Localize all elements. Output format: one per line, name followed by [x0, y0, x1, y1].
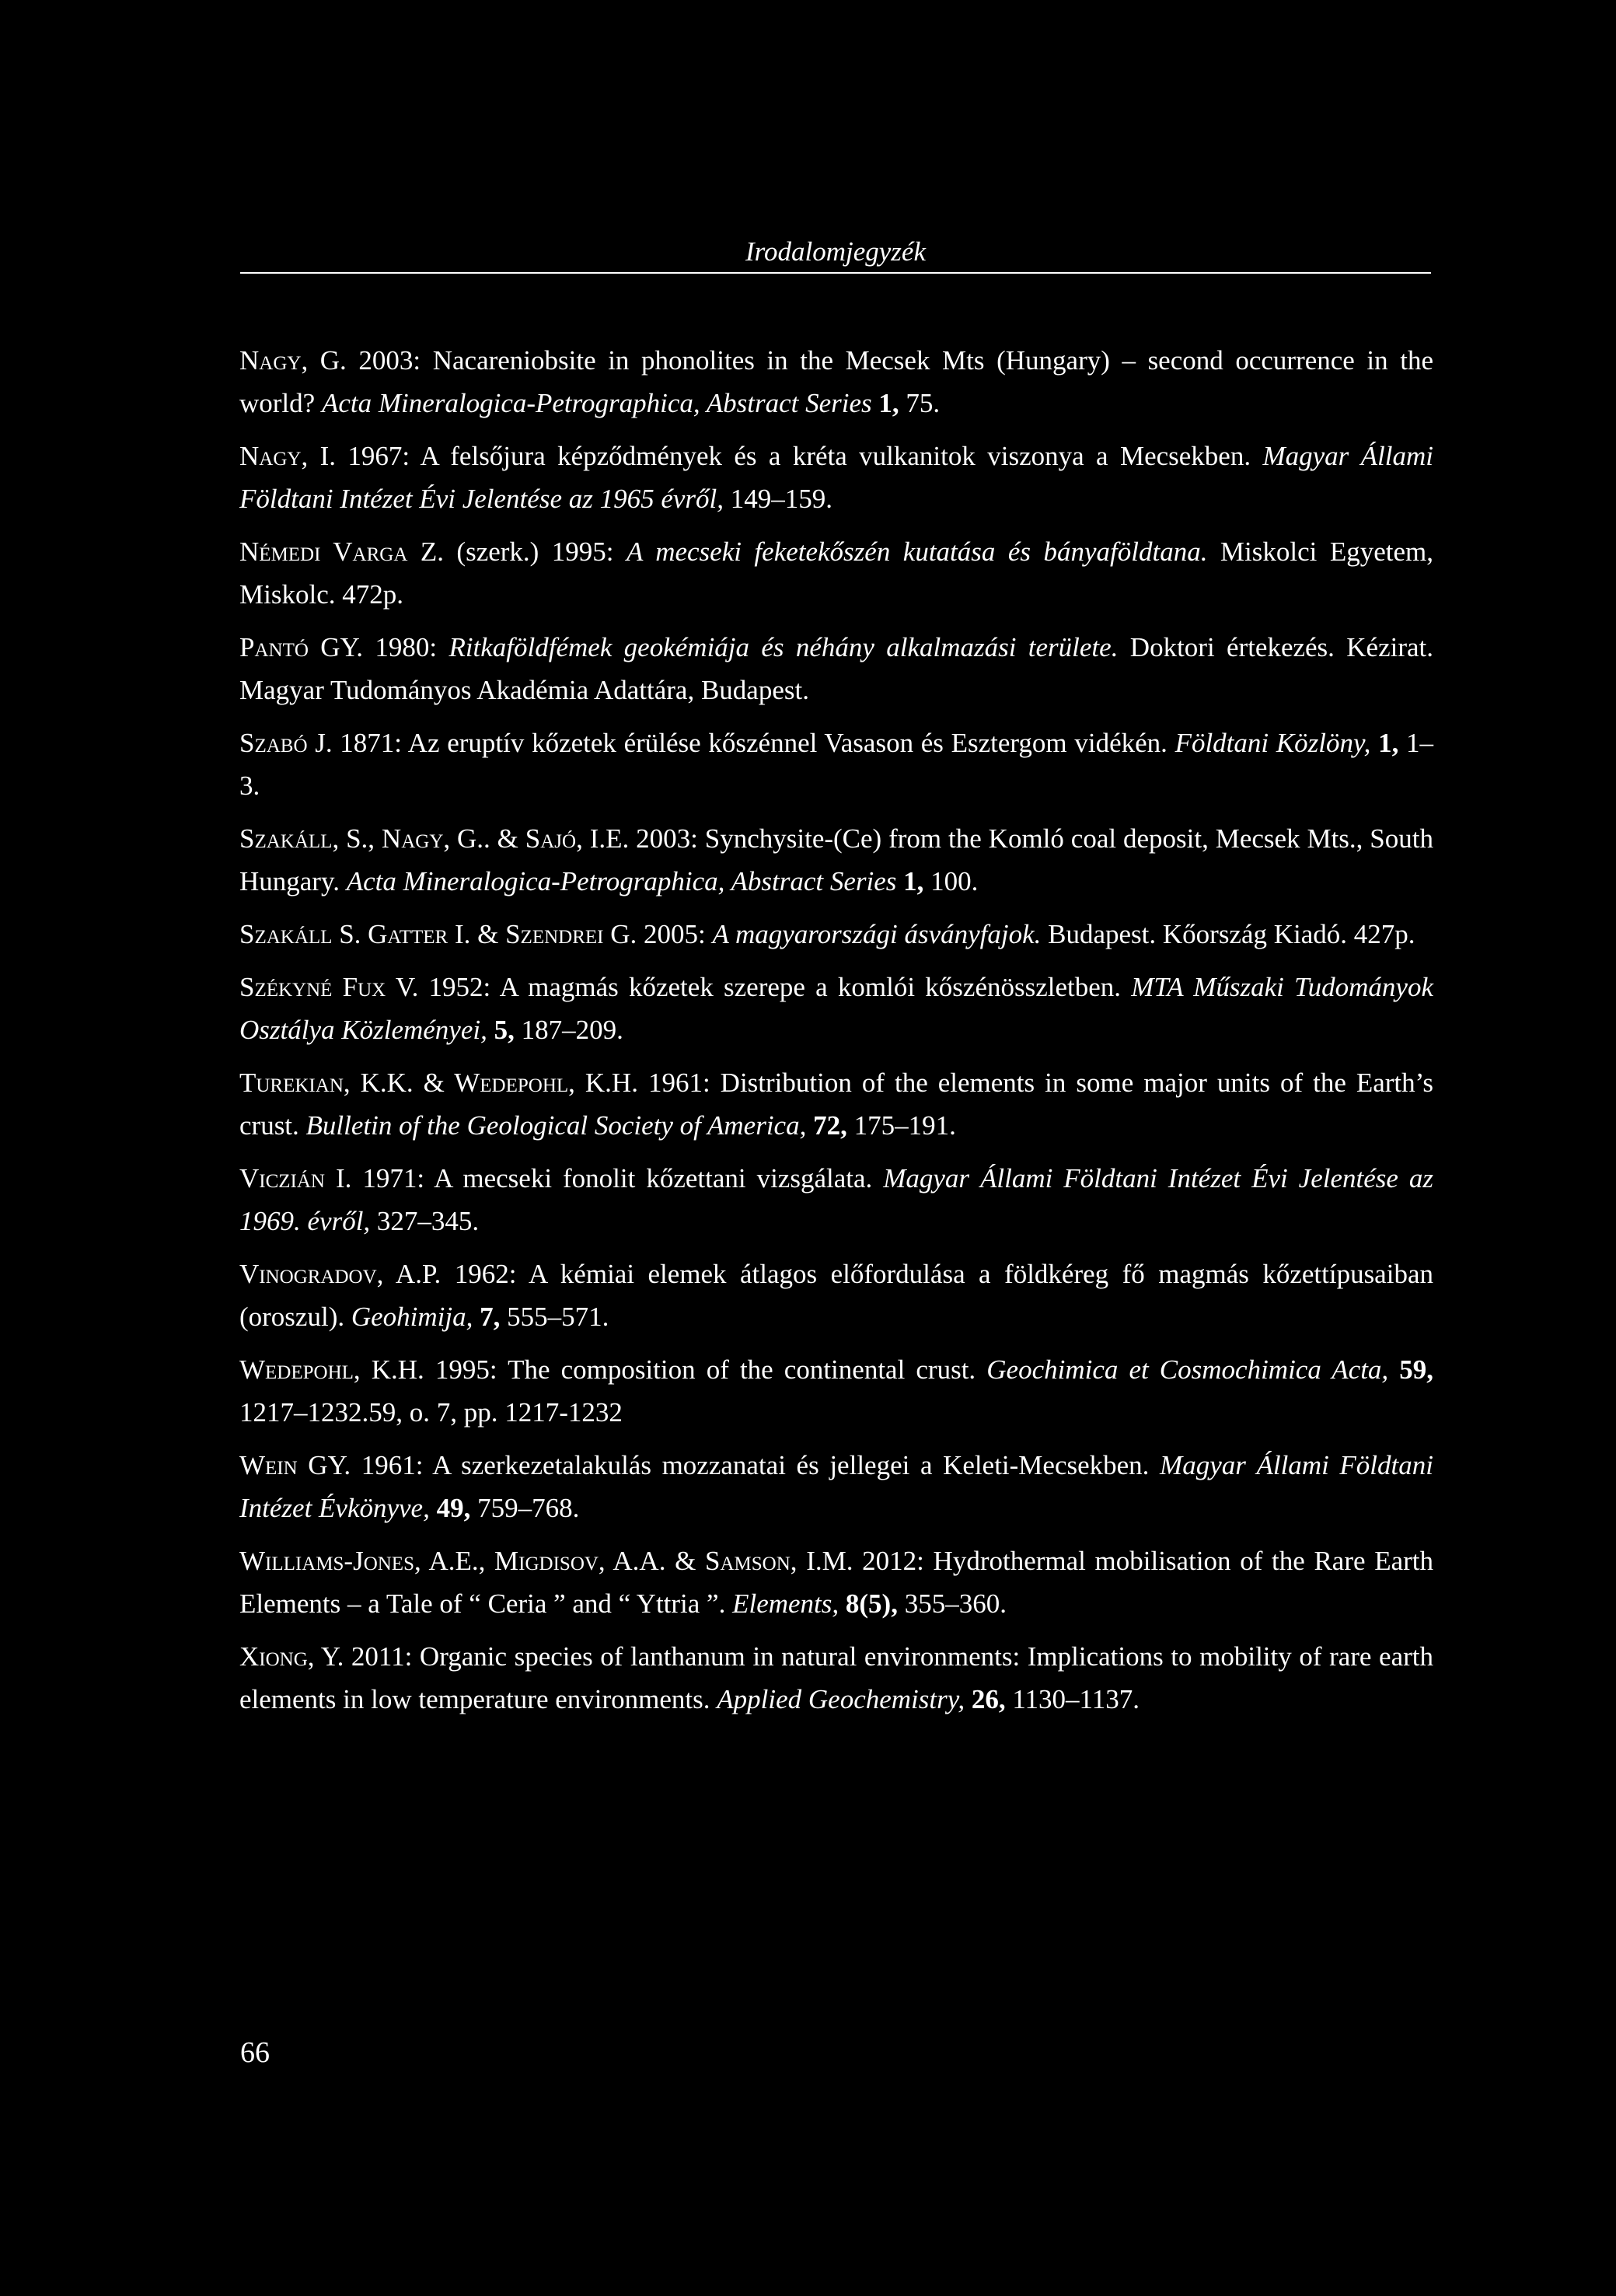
reference-authors: Szakáll, S., Nagy, G.. & Sajó, I.E.	[239, 823, 630, 854]
reference-journal: Magyar Állami Földtani Intézet Évi Jelentése az 1965 évről,	[239, 441, 1434, 514]
reference-volume: 1,	[1370, 728, 1399, 758]
reference-volume: 72,	[806, 1110, 847, 1141]
reference-authors: Nagy, G.	[239, 345, 347, 376]
reference-authors: Pantó GY.	[239, 632, 364, 662]
reference-entry	[239, 1539, 1433, 1625]
reference-authors: Szabó J.	[239, 728, 333, 758]
reference-authors: Wedepohl, K.H.	[239, 1354, 424, 1385]
reference-entry	[239, 1061, 1433, 1147]
reference-journal: Acta Mineralogica-Petrographica, Abstract Series	[321, 388, 872, 418]
reference-pages: 759–768.	[470, 1493, 580, 1523]
reference-entry	[239, 626, 1433, 711]
reference-volume: 49,	[429, 1493, 471, 1523]
reference-journal: Elements,	[732, 1588, 839, 1619]
reference-entry	[239, 722, 1433, 807]
reference-pages: Miskolci Egyetem, Miskolc. 472p.	[239, 536, 1433, 610]
reference-authors: Viczián I.	[239, 1163, 352, 1193]
reference-entry	[239, 913, 1433, 956]
reference-entry	[239, 339, 1433, 425]
reference-pages: 555–571.	[500, 1302, 609, 1332]
reference-journal: Magyar Állami Földtani Intézet Évi Jelentése az 1969. évről,	[239, 1163, 1433, 1236]
reference-pages: 355–360.	[897, 1588, 1007, 1619]
reference-entry	[239, 1444, 1433, 1529]
reference-pages: 187–209.	[514, 1015, 623, 1045]
reference-authors: Turekian, K.K. & Wedepohl, K.H.	[239, 1068, 638, 1098]
reference-authors: Vinogradov, A.P.	[239, 1259, 442, 1289]
running-head-title: Irodalomjegyzék	[745, 236, 926, 267]
reference-text: 2003: Synchysite-(Ce) from the Komló coal deposit, Mecsek Mts., South Hungary.	[239, 823, 1433, 896]
reference-journal: A magyarországi ásványfajok.	[712, 919, 1042, 949]
reference-text: 1961: A szerkezetalakulás mozzanatai és jellegei a Keleti-Mecsekben.	[351, 1450, 1161, 1480]
reference-journal: A mecseki feketekőszén kutatása és bányaföldtana.	[627, 536, 1208, 567]
reference-text: 2012: Hydrothermal mobilisation of the Rare Earth Elements – a Tale of “ Ceria ” and “ Yttria ”.	[239, 1546, 1433, 1619]
reference-journal: Földtani Közlöny,	[1174, 728, 1371, 758]
reference-text: 1971: A mecseki fonolit kőzettani vizsgálata.	[351, 1163, 884, 1193]
reference-volume: 7,	[473, 1302, 501, 1332]
reference-volume: 1,	[896, 866, 924, 896]
page-number: 66	[240, 2036, 270, 2069]
reference-entry	[239, 530, 1433, 616]
reference-authors: Székyné Fux V.	[239, 972, 419, 1002]
reference-pages: 175–191.	[846, 1110, 956, 1141]
reference-journal: Bulletin of the Geological Society of America,	[305, 1110, 807, 1141]
reference-journal: MTA Műszaki Tudományok Osztálya Közleményei,	[239, 972, 1433, 1045]
reference-authors: Wein GY.	[239, 1450, 351, 1480]
reference-pages: 75.	[899, 388, 941, 418]
reference-pages: 100.	[923, 866, 979, 896]
reference-journal: Applied Geochemistry,	[717, 1684, 965, 1714]
reference-entry	[239, 817, 1433, 903]
reference-pages: 1130–1137.	[1005, 1684, 1140, 1714]
reference-journal: Magyar Állami Földtani Intézet Évkönyve,	[239, 1450, 1433, 1523]
reference-text: 1967: A felsőjura képződmények és a kréta vulkanitok viszonya a Mecsekben.	[335, 441, 1263, 471]
reference-authors: Williams-Jones, A.E., Migdisov, A.A. & Samson, I.M.	[239, 1546, 853, 1576]
reference-text: 1962: A kémiai elemek átlagos előfordulása a földkéreg fő magmás kőzettípusaiban (oroszul).	[239, 1259, 1433, 1332]
reference-entry	[239, 1253, 1433, 1338]
reference-text: (szerk.) 1995:	[443, 536, 627, 567]
reference-pages: 1–3.	[239, 728, 1433, 801]
reference-journal: Acta Mineralogica-Petrographica, Abstract Series	[346, 866, 897, 896]
reference-entry	[239, 1635, 1433, 1721]
reference-text: 2005:	[637, 919, 713, 949]
reference-authors: Xiong, Y.	[239, 1641, 344, 1672]
reference-pages: Budapest. Kőország Kiadó. 427p.	[1041, 919, 1415, 949]
reference-pages: 1217–1232.59, o. 7, pp. 1217-1232	[239, 1397, 623, 1428]
reference-list	[239, 339, 1433, 1731]
reference-pages: 327–345.	[370, 1206, 480, 1236]
reference-authors: Némedi Varga Z.	[239, 536, 444, 567]
reference-authors: Szakáll S. Gatter I. & Szendrei G.	[239, 919, 637, 949]
reference-text: 2011: Organic species of lanthanum in natural environments: Implications to mobility of rare earth elements in low temperature environments.	[239, 1641, 1433, 1714]
reference-journal: Ritkaföldfémek geokémiája és néhány alkalmazási területe.	[449, 632, 1119, 662]
reference-entry	[239, 1157, 1433, 1242]
reference-journal: Geochimica et Cosmochimica Acta,	[986, 1354, 1389, 1385]
reference-text: 1995: The composition of the continental crust.	[424, 1354, 987, 1385]
reference-text: 1980:	[363, 632, 449, 662]
reference-volume: 26,	[965, 1684, 1006, 1714]
reference-entry	[239, 435, 1433, 520]
reference-volume: 1,	[871, 388, 899, 418]
reference-volume: 8(5),	[839, 1588, 898, 1619]
reference-text: 2003: Nacareniobsite in phonolites in the Mecsek Mts (Hungary) – second occurrence in the world?	[239, 345, 1433, 418]
reference-text: 1952: A magmás kőzetek szerepe a komlói kőszénösszletben.	[418, 972, 1132, 1002]
reference-volume: 5,	[487, 1015, 515, 1045]
reference-entry	[239, 966, 1433, 1051]
reference-journal: Geohimija,	[351, 1302, 473, 1332]
reference-pages: 149–159.	[724, 484, 833, 514]
reference-volume: 59,	[1388, 1354, 1434, 1385]
reference-text: 1961: Distribution of the elements in some major units of the Earth’s crust.	[239, 1068, 1433, 1141]
header-rule	[240, 272, 1431, 274]
reference-authors: Nagy, I.	[239, 441, 336, 471]
reference-text: 1871: Az eruptív kőzetek érülése kőszénnel Vasason és Esztergom vidékén.	[332, 728, 1175, 758]
reference-entry	[239, 1348, 1433, 1434]
reference-pages: Doktori értekezés. Kézirat. Magyar Tudományos Akadémia Adattára, Budapest.	[239, 632, 1433, 705]
